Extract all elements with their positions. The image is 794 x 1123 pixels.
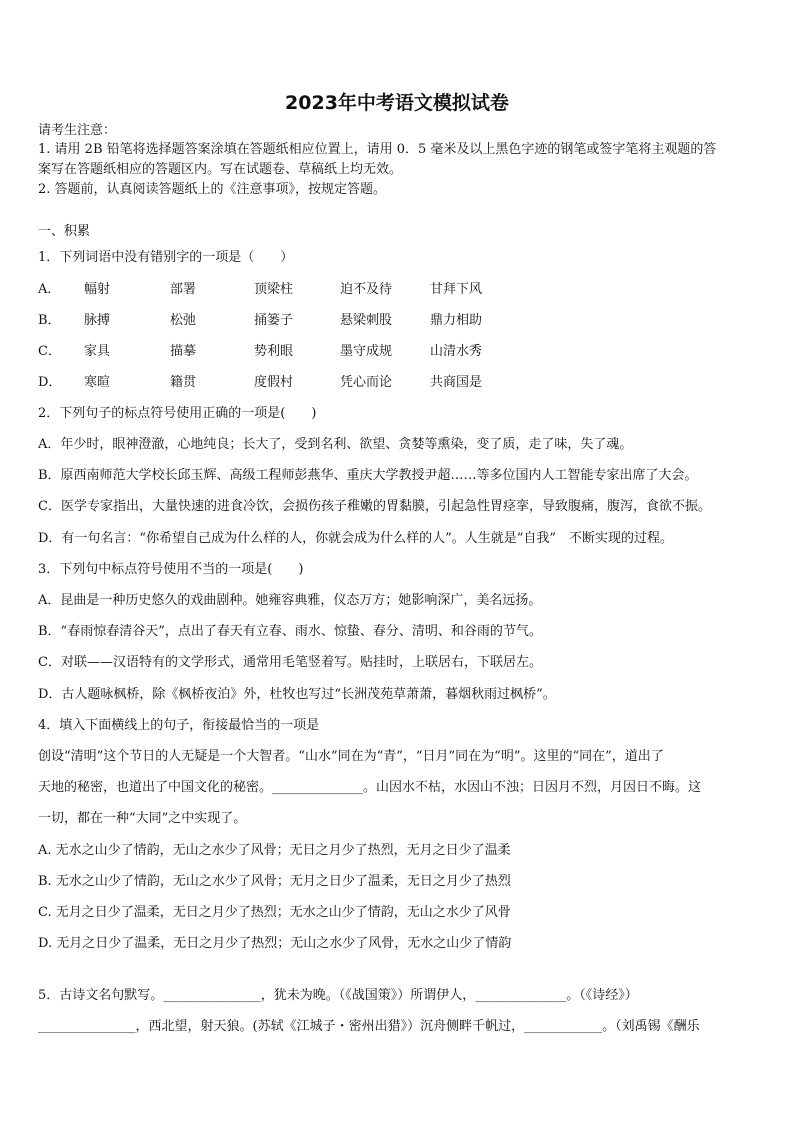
option-word: 捅篓子 [254, 313, 294, 328]
option-word: 松弛 [170, 313, 197, 328]
option-label: B． [38, 313, 61, 328]
option-word: 描摹 [170, 344, 197, 359]
q5-line-1: 5．古诗文名句默写。_______________，犹未为晚。（《战国策》）所谓伊人，______________。（《诗经》） [38, 988, 638, 1003]
q2-option-b: B．原西南师范大学校长邱玉辉、高级工程师彭燕华、重庆大学教授尹超……等多位国内人工智能专家出席了大会。 [38, 468, 698, 483]
q2-stem: 2．下列句子的标点符号使用正确的一项是( ) [38, 406, 317, 421]
option-label: A． [38, 282, 61, 297]
option-label: C． [38, 344, 61, 359]
option-word: 共商国是 [430, 375, 483, 390]
option-word: 势利眼 [254, 344, 294, 359]
option-word: 家具 [84, 344, 111, 359]
option-word: 迫不及待 [340, 282, 393, 297]
option-word: 凭心而论 [340, 375, 393, 390]
q4-option-c: C. 无月之日少了温柔，无日之月少了热烈；无水之山少了情韵，无山之水少了风骨 [38, 905, 511, 920]
q1-option-c [38, 344, 482, 360]
q3-option-d: D．古人题咏枫桥，除《枫桥夜泊》外，杜牧也写过“长洲茂苑草萧萧，暮烟秋雨过枫桥”。 [38, 687, 556, 702]
option-word: 墨守成规 [340, 344, 393, 359]
option-word: 度假村 [254, 375, 294, 390]
notice-item-2: 2. 答题前，认真阅读答题纸上的《注意事项》，按规定答题。 [38, 182, 387, 197]
q5-line-2: _______________，西北望，射天狼。(苏轼《江城子・密州出猎》）沉舟侧畔千帆过，____________。（刘禹锡《酬乐 [38, 1019, 700, 1034]
section-heading: 一、积累 [38, 224, 91, 239]
notice-heading: 请考生注意： [38, 123, 117, 138]
option-word: 鼎力相助 [430, 313, 483, 328]
q4-passage-line-3: 一切，都在一种“大同”之中实现了。 [38, 811, 247, 826]
option-word: 寒暄 [84, 375, 111, 390]
option-word: 甘拜下风 [430, 282, 483, 297]
option-word: 悬梁刺股 [340, 313, 393, 328]
option-word: 顶梁柱 [254, 282, 294, 297]
page-title: 2023年中考语文模拟试卷 [285, 92, 509, 114]
q4-option-d: D. 无月之日少了温柔，无日之月少了热烈；无山之水少了风骨，无水之山少了情韵 [38, 936, 512, 951]
q2-option-d: D．有一句名言：“你希望自己成为什么样的人，你就会成为什么样的人”。人生就是“自我” 不断实现的过程。 [38, 531, 674, 546]
q3-option-c: C．对联——汉语特有的文学形式，通常用毛笔竖着写。贴挂时，上联居右，下联居左。 [38, 655, 542, 670]
q4-passage-line-2: 天地的秘密，也道出了中国文化的秘密。______________。山因水不枯，水因山不浊；日因月不烈，月因日不晦。这 [38, 780, 702, 795]
q2-option-c: C．医学专家指出，大量快速的进食冷饮，会损伤孩子稚嫩的胃黏膜，引起急性胃痉挛，导致腹痛，腹泻，食欲不振。 [38, 499, 711, 514]
option-word: 籍贯 [170, 375, 197, 390]
notice-item-1-line-2: 案写在答题纸相应的答题区内。写在试题卷、草稿纸上均无效。 [38, 162, 403, 177]
q2-option-a: A．年少时，眼神澄澈，心地纯良；长大了，受到名利、欲望、贪婪等熏染，变了质，走了味，失了魂。 [38, 437, 633, 452]
q4-stem: 4．填入下面横线上的句子，衔接最恰当的一项是 [38, 718, 320, 733]
option-word: 脉搏 [84, 313, 111, 328]
option-word: 幅射 [84, 282, 111, 297]
option-word: 部署 [170, 282, 197, 297]
q4-option-a: A. 无水之山少了情韵，无山之水少了风骨；无日之月少了热烈，无月之日少了温柔 [38, 843, 511, 858]
q3-option-a: A．昆曲是一种历史悠久的戏曲剧种。她雍容典雅，仪态万方；她影响深广，美名远扬。 [38, 593, 542, 608]
option-word: 山清水秀 [430, 344, 483, 359]
q4-passage-line-1: 创设“清明”这个节日的人无疑是一个大智者。“山水”同在为“青”，“日月”同在为“明”。这里的“同在”，道出了 [38, 749, 664, 764]
notice-item-1-line-1: 1. 请用 2B 铅笔将选择题答案涂填在答题纸相应位置上，请用 0．5 毫米及以上黑色字迹的钢笔或签字笔将主观题的答 [38, 142, 717, 157]
q4-option-b: B. 无水之山少了情韵，无山之水少了风骨；无月之日少了温柔，无日之月少了热烈 [38, 874, 511, 889]
option-label: D． [38, 375, 62, 390]
q1-option-a [38, 282, 482, 298]
q3-option-b: B．“春雨惊春清谷天”，点出了春天有立春、雨水、惊蛰、春分、清明、和谷雨的节气。 [38, 624, 542, 639]
q3-stem: 3．下列句中标点符号使用不当的一项是( ) [38, 562, 304, 577]
q1-option-d [38, 375, 482, 391]
q1-option-b [38, 313, 482, 329]
q1-stem: 1．下列词语中没有错别字的一项是（ ） [38, 250, 294, 265]
